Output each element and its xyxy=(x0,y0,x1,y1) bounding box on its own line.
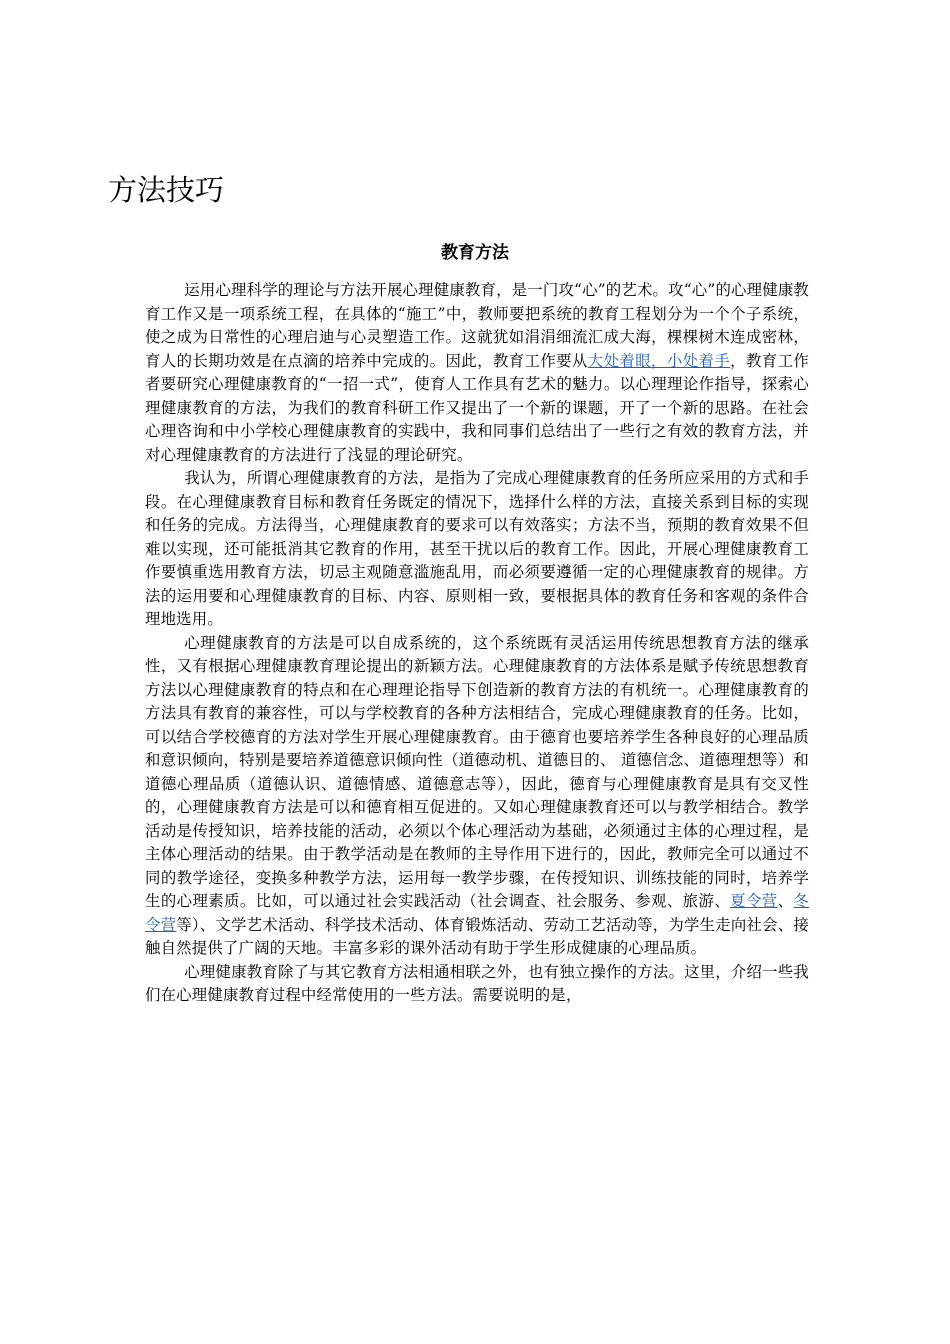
paragraph-1-text-after: ，教育工作者要研究心理健康教育的“一招一式”，使育人工作具有艺术的魅力。以心理理论作指导，探索心理健康教育的方法，为我们的教育科研工作又提出了一个新的课题，开了一个新的思路。在社会心理咨询和中小学校心理健康教育的实践中，我和同事们总结出了一些行之有效的教育方法，并对心理健康教育的方法进行了浅显的理论研究。 xyxy=(145,351,809,464)
paragraph-1 xyxy=(145,279,809,467)
link-donglingying[interactable]: 冬令营 xyxy=(145,892,810,934)
link-dachu-zhuoyan[interactable]: 大处着眼，小处着手 xyxy=(587,351,731,370)
link-xialingying[interactable]: 夏令营 xyxy=(730,892,778,910)
paragraph-3-text-before: 心理健康教育的方法是可以自成系统的，这个系统既有灵活运用传统思想教育方法的继承性，又有根据心理健康教育理论提出的新颖方法。心理健康教育的方法体系是赋予传统思想教育方法以心理健康教育的特点和在心理理论指导下创造新的教育方法的有机统一。心理健康教育的方法具有教育的兼容性，可以与学校教育的各种方法相结合，完成心理健康教育的任务。比如，可以结合学校德育的方法对学生开展心理健康教育。由于德育也要培养学生各种良好的心理品质和意识倾向，特别是要培养道德意识倾向性（道德动机、道德目的、 道德信念、道德理想等）和道德心理品质（道德认识、道德情感、道德意志等），因此，德育与心理健康教育是具有交叉性的，心理健康教育方法是可以和德育相互促进的。又如心理健康教育还可以与教学相结合。教学活动是传授知识，培养技能的活动，必须以个体心理活动为基础，必须通过主体的心理过程，是主体心理活动的结果。由于教学活动是在教师的主导作用下进行的，因此，教师完全可以通过不同的教学途径，变换多种教学方法，运用每一教学步骤，在传授知识、训练技能的同时，培养学生的心理素质。比如，可以通过社会实践活动（社会调查、社会服务、参观、旅游、 xyxy=(145,633,809,910)
section-heading: 方法技巧 xyxy=(108,173,225,207)
paragraph-2: 我认为，所谓心理健康教育的方法，是指为了完成心理健康教育的任务所应采用的方式和手段。在心理健康教育目标和教育任务既定的情况下，选择什么样的方法，直接关系到目标的实现和任务的完成。方法得当，心理健康教育的要求可以有效落实；方法不当，预期的教育效果不但难以实现，还可能抵消其它教育的作用，甚至干扰以后的教育工作。因此，开展心理健康教育工作要慎重选用教育方法，切忌主观随意滥施乱用，而必须要遵循一定的心理健康教育的规律。方法的运用要和心理健康教育的目标、内容、原则相一致，要根据具体的教育任务和客观的条件合理地选用。 xyxy=(145,469,809,628)
paragraph-3-text-after: 等）、文学艺术活动、科学技术活动、体育锻炼活动、劳动工艺活动等，为学生走向社会、接触自然提供了广阔的天地。丰富多彩的课外活动有助于学生形成健康的心理品质。 xyxy=(145,915,809,957)
paragraph-3 xyxy=(145,632,809,961)
document-title: 教育方法 xyxy=(441,243,509,263)
paragraph-4: 心理健康教育除了与其它教育方法相通相联之外，也有独立操作的方法。这里，介绍一些我们在心理健康教育过程中经常使用的一些方法。需要说明的是， xyxy=(145,962,809,1004)
body-text xyxy=(145,279,809,1008)
paragraph-3-text-mid: 、 xyxy=(777,892,794,910)
paragraph-1-text-before: 运用心理科学的理论与方法开展心理健康教育，是一门攻“心”的艺术。攻“心”的心理健康教育工作又是一项系统工程，在具体的“施工”中，教师要把系统的教育工程划分为一个个子系统，使之成为日常性的心理启迪与心灵塑造工作。这就犹如涓涓细流汇成大海，棵棵树木连成密林，育人的长期功效是在点滴的培养中完成的。因此，教育工作要从 xyxy=(145,281,809,370)
